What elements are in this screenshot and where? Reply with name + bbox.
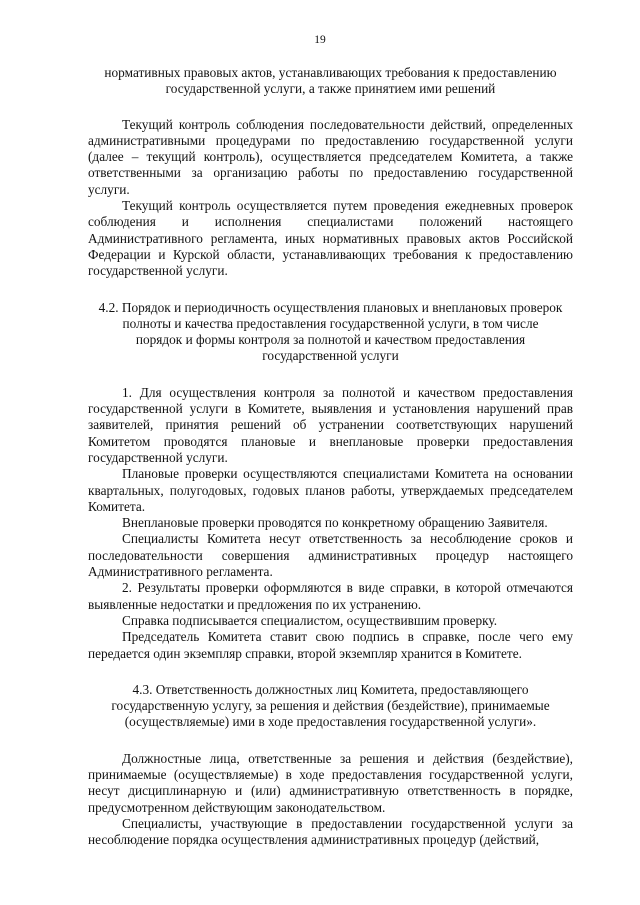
paragraph: Текущий контроль соблюдения последовательности действий, определенных административными процедурами по предоставлению государственной услуги (далее – текущий контроль), осуществляется председателем Комитета, а также ответственными за организацию работы по предоставлению государственной услуги. <box>88 116 573 197</box>
paragraph: Председатель Комитета ставит свою подпись в справке, после чего ему передается один экземпляр справки, второй экземпляр хранится в Комитете. <box>88 629 573 661</box>
paragraph: 2. Результаты проверки оформляются в виде справки, в которой отмечаются выявленные недостатки и предложения по их устранению. <box>88 580 573 612</box>
section-heading-line: государственной услуги <box>262 348 399 364</box>
section-heading-line: полноты и качества предоставления государственной услуги, в том числе <box>122 315 539 331</box>
intro-line: государственной услуги, а также принятием ими решений <box>165 81 496 97</box>
section-heading-line: государственную услугу, за решения и действия (бездействие), принимаемые <box>111 698 550 714</box>
paragraph: Внеплановые проверки проводятся по конкретному обращению Заявителя. <box>122 515 548 531</box>
section-heading-line: 4.3. Ответственность должностных лиц Комитета, предоставляющего <box>132 681 529 697</box>
paragraph: Специалисты Комитета несут ответственность за несоблюдение сроков и последовательности совершения административных процедур настоящего Административного регламента. <box>88 531 573 580</box>
page-number: 19 <box>314 34 326 46</box>
paragraph: Текущий контроль осуществляется путем проведения ежедневных проверок соблюдения и исполнения специалистами положений настоящего Административного регламента, иных нормативных правовых актов Российской Федерации и Курской области, устанавливающих требования к предоставлению государственной услуги. <box>88 198 573 279</box>
section-heading-line: порядок и формы контроля за полнотой и качеством предоставления <box>135 332 526 348</box>
paragraph: Справка подписывается специалистом, осуществившим проверку. <box>122 612 498 628</box>
paragraph: Плановые проверки осуществляются специалистами Комитета на основании квартальных, полугодовых, годовых планов работы, утверждаемых председателем Комитета. <box>88 466 573 514</box>
paragraph: Должностные лица, ответственные за решения и действия (бездействие), принимаемые (осуществляемые) в ходе предоставления государственной услуги, несут дисциплинарную и (или) административную ответственность в порядке, предусмотренном действующим законодательством. <box>88 750 573 815</box>
paragraph: Специалисты, участвующие в предоставлении государственной услуги за несоблюдение порядка осуществления административных процедур (действий, <box>88 815 573 848</box>
section-heading-line: (осуществляемые) ими в ходе предоставления государственной услуги». <box>124 714 537 730</box>
intro-line: нормативных правовых актов, устанавливающих требования к предоставлению <box>104 65 557 80</box>
paragraph: 1. Для осуществления контроля за полнотой и качеством предоставления государственной услуги в Комитете, выявления и установления нарушений прав заявителей, принятия решений об устранении соответствующих нарушений Комитетом проводятся плановые и внеплановые проверки предоставления государственной услуги. <box>88 384 573 465</box>
section-heading-line: 4.2. Порядок и периодичность осуществления плановых и внеплановых проверок <box>98 299 563 315</box>
page-content <box>88 65 573 848</box>
